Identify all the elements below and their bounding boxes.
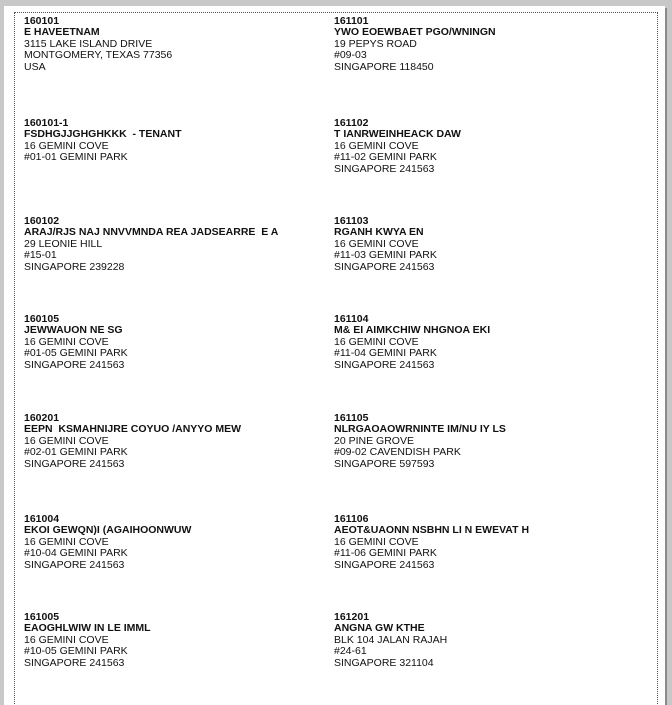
label-code: 160201 [24,413,60,424]
address-label [24,413,334,470]
address-line: #09-03 [334,50,367,62]
address-line: SINGAPORE 241563 [24,359,125,371]
address-line: SINGAPORE 118450 [334,61,434,73]
address-label [334,216,644,273]
address-label [24,16,334,73]
address-line: USA [24,61,46,73]
address-line: SINGAPORE 241563 [334,359,435,371]
address-label [24,314,334,371]
address-line: #01-05 GEMINI PARK [24,348,128,360]
label-code: 161102 [334,118,369,129]
label-name: EAOGHLWIW IN LE IMML [24,623,151,635]
label-name: ANGNA GW KTHE [334,623,425,635]
address-line: BLK 104 JALAN RAJAH [334,634,448,646]
label-code: 161005 [24,612,60,623]
label-sheet-page [4,6,665,705]
address-line: 19 PEPYS ROAD [334,38,417,50]
address-line: 16 GEMINI COVE [24,336,109,348]
address-line: #11-06 GEMINI PARK [334,548,437,560]
address-line: 16 GEMINI COVE [24,536,109,548]
label-name: FSDHGJJGHGHKKK - TENANT [24,129,182,141]
address-line: 20 PINE GROVE [334,435,414,447]
address-line: #11-03 GEMINI PARK [334,250,437,262]
address-line: 29 LEONIE HILL [24,238,103,250]
address-line: SINGAPORE 321104 [334,657,434,669]
label-code: 161201 [334,612,370,623]
label-code: 161004 [24,514,60,525]
address-line: #11-04 GEMINI PARK [334,348,437,360]
address-label [24,612,334,669]
label-code: 160105 [24,314,60,325]
address-line: #01-01 GEMINI PARK [24,152,128,164]
label-code: 160102 [24,216,60,227]
address-line: #09-02 CAVENDISH PARK [334,447,461,459]
label-code: 161103 [334,216,369,227]
label-name: RGANH KWYA EN [334,227,424,239]
label-code: 161105 [334,413,369,424]
address-label [334,612,644,669]
address-line: #02-01 GEMINI PARK [24,447,128,459]
label-code: 161106 [334,514,369,525]
address-line: #10-05 GEMINI PARK [24,646,128,658]
address-line: 16 GEMINI COVE [334,238,419,250]
label-name: M& EI AIMKCHIW NHGNOA EKI [334,325,491,337]
label-name: EKOI GEWQN)I (AGAIHOONWUW [24,525,192,537]
address-label [334,314,644,371]
address-line: #11-02 GEMINI PARK [334,152,437,164]
address-line: 16 GEMINI COVE [24,634,109,646]
address-line: SINGAPORE 239228 [24,261,125,273]
address-line: 16 GEMINI COVE [24,435,109,447]
address-label [24,514,334,571]
address-label [24,118,334,164]
address-line: #15-01 [24,250,57,262]
address-line: MONTGOMERY, TEXAS 77356 [24,50,173,62]
address-line: SINGAPORE 241563 [334,559,435,571]
label-code: 160101 [24,16,60,27]
address-line: #10-04 GEMINI PARK [24,548,128,560]
label-name: ARAJ/RJS NAJ NNVVMNDA REA JADSEARRE E A [24,227,279,239]
address-line: 16 GEMINI COVE [334,336,419,348]
label-name: E HAVEETNAM [24,27,100,39]
address-line: SINGAPORE 241563 [24,657,125,669]
address-line: SINGAPORE 241563 [334,163,435,175]
address-line: 16 GEMINI COVE [24,140,109,152]
label-code: 160101-1 [24,118,69,129]
address-line: SINGAPORE 597593 [334,458,435,470]
label-code: 161104 [334,314,369,325]
address-line: SINGAPORE 241563 [24,458,125,470]
address-line: 3115 LAKE ISLAND DRIVE [24,38,153,50]
address-line: SINGAPORE 241563 [334,261,435,273]
address-label [334,16,644,73]
label-name: T IANRWEINHEACK DAW [334,129,461,141]
address-line: SINGAPORE 241563 [24,559,125,571]
address-label [334,514,644,571]
label-name: AEOT&UAONN NSBHN LI N EWEVAT H [334,525,530,537]
address-label [24,216,334,273]
label-code: 161101 [334,16,369,27]
address-label [334,118,644,175]
label-name: YWO EOEWBAET PGO/WNINGN [334,27,496,39]
label-name: NLRGAOAOWRNINTE IM/NU IY LS [334,424,506,436]
label-name: EEPN KSMAHNIJRE COYUO /ANYYO MEW [24,424,242,436]
address-line: #24-61 [334,646,367,658]
address-line: 16 GEMINI COVE [334,536,419,548]
address-label [334,413,644,470]
address-line: 16 GEMINI COVE [334,140,419,152]
label-name: JEWWAUON NE SG [24,325,123,337]
